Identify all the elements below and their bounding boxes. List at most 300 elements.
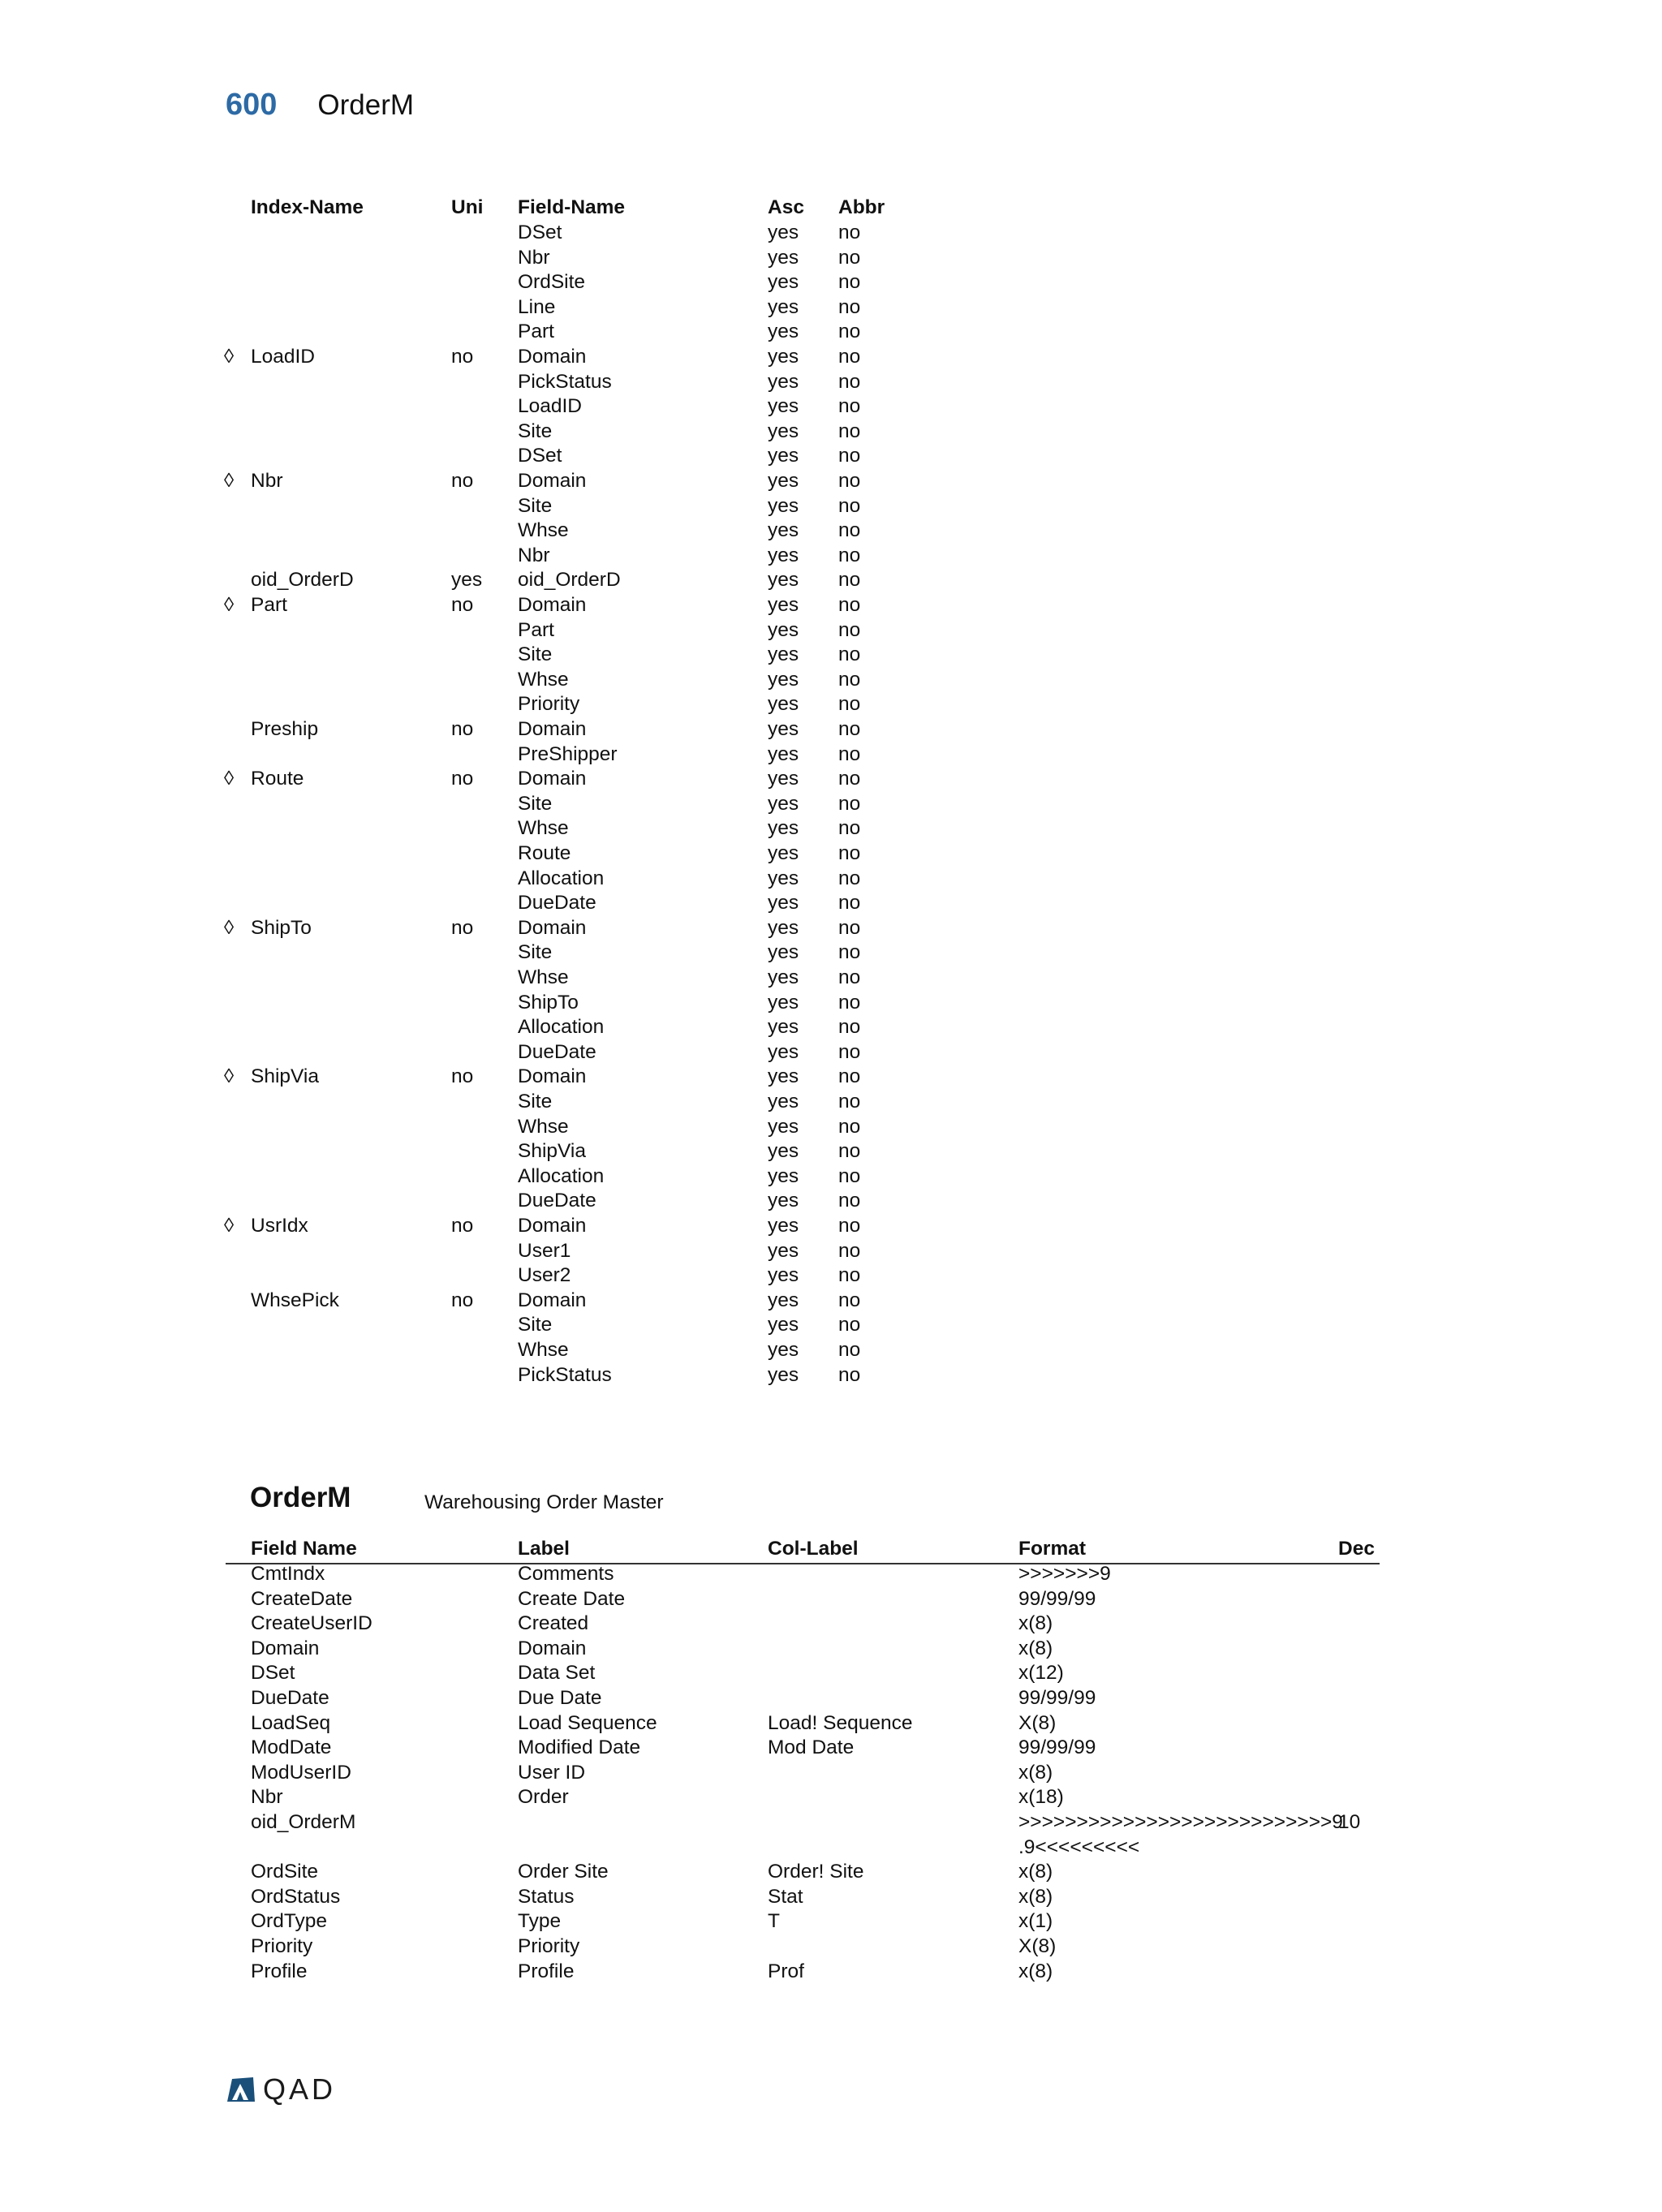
header-format: Format bbox=[1018, 1538, 1087, 1560]
field-name-cell: Site bbox=[518, 1091, 553, 1112]
field-name-cell: Whse bbox=[518, 966, 569, 988]
page-header bbox=[226, 88, 414, 136]
label-cell: Created bbox=[518, 1612, 589, 1635]
header-label: Label bbox=[518, 1538, 570, 1560]
section-title: OrderM bbox=[250, 1482, 351, 1513]
asc-cell: yes bbox=[768, 1239, 799, 1262]
abbr-cell: no bbox=[838, 916, 861, 939]
format-cell: x(8) bbox=[1018, 1637, 1053, 1659]
asc-cell: yes bbox=[768, 246, 799, 269]
table-row bbox=[0, 1337, 974, 1362]
asc-cell: yes bbox=[768, 346, 799, 368]
abbr-cell: no bbox=[838, 1339, 861, 1361]
field-name-cell: ShipVia bbox=[518, 1140, 587, 1163]
format-cell: x(18) bbox=[1018, 1786, 1064, 1809]
field-name-cell: Whse bbox=[518, 1115, 569, 1138]
field-name-cell: DueDate bbox=[518, 892, 596, 914]
asc-cell: yes bbox=[768, 1264, 799, 1287]
table-row bbox=[0, 1611, 1380, 1636]
table-row bbox=[0, 1238, 974, 1263]
table-row bbox=[0, 1312, 974, 1337]
asc-cell: yes bbox=[768, 1289, 799, 1311]
asc-cell: yes bbox=[768, 470, 799, 492]
table-row bbox=[0, 1213, 974, 1238]
uni-cell: no bbox=[451, 594, 474, 616]
index-marker-icon: ◊ bbox=[224, 916, 235, 939]
field-name-cell: Priority bbox=[518, 693, 580, 716]
index-table-header bbox=[0, 195, 974, 220]
abbr-cell: no bbox=[838, 1164, 861, 1187]
label-cell: Comments bbox=[518, 1563, 614, 1585]
field-name-cell: Part bbox=[518, 321, 554, 343]
asc-cell: yes bbox=[768, 321, 799, 343]
table-row bbox=[0, 667, 974, 692]
col-label-cell: Order! Site bbox=[768, 1861, 864, 1883]
asc-cell: yes bbox=[768, 842, 799, 864]
table-row bbox=[0, 344, 974, 369]
asc-cell: yes bbox=[768, 420, 799, 442]
asc-cell: yes bbox=[768, 1140, 799, 1163]
label-cell: Order bbox=[518, 1786, 569, 1809]
asc-cell: yes bbox=[768, 742, 799, 765]
table-row bbox=[0, 766, 974, 791]
label-cell: Priority bbox=[518, 1935, 580, 1957]
format-cell: >>>>>>>>>>>>>>>>>>>>>>>>>>>9 bbox=[1018, 1811, 1343, 1833]
abbr-cell: no bbox=[838, 768, 861, 790]
label-cell: Modified Date bbox=[518, 1736, 641, 1759]
abbr-cell: no bbox=[838, 693, 861, 716]
asc-cell: yes bbox=[768, 643, 799, 666]
abbr-cell: no bbox=[838, 1264, 861, 1287]
index-name-cell: ShipVia bbox=[251, 1065, 320, 1088]
abbr-cell: no bbox=[838, 1091, 861, 1112]
field-name-cell: Allocation bbox=[518, 867, 605, 889]
asc-cell: yes bbox=[768, 222, 799, 243]
table-row bbox=[0, 543, 974, 568]
field-name-cell: Allocation bbox=[518, 1016, 605, 1039]
table-row bbox=[0, 1760, 1380, 1785]
uni-cell: no bbox=[451, 916, 474, 939]
asc-cell: yes bbox=[768, 693, 799, 716]
table-row bbox=[0, 717, 974, 742]
field-name-cell: Domain bbox=[518, 916, 587, 939]
abbr-cell: no bbox=[838, 1065, 861, 1088]
table-row-continuation bbox=[0, 1835, 1380, 1860]
field-name-cell: DSet bbox=[251, 1662, 295, 1685]
table-row bbox=[0, 1735, 1380, 1760]
asc-cell: yes bbox=[768, 445, 799, 467]
abbr-cell: no bbox=[838, 1215, 861, 1237]
field-name-cell: Site bbox=[518, 1314, 553, 1336]
index-marker-icon: ◊ bbox=[224, 470, 235, 492]
table-row bbox=[0, 791, 974, 816]
table-row bbox=[0, 319, 974, 344]
table-row bbox=[0, 1660, 1380, 1685]
table-row bbox=[0, 1859, 1380, 1884]
asc-cell: yes bbox=[768, 1363, 799, 1386]
abbr-cell: no bbox=[838, 420, 861, 442]
abbr-cell: no bbox=[838, 1239, 861, 1262]
field-name-cell: Nbr bbox=[251, 1786, 283, 1809]
format-cell: X(8) bbox=[1018, 1935, 1057, 1957]
field-name-cell: Line bbox=[518, 295, 556, 318]
asc-cell: yes bbox=[768, 544, 799, 566]
asc-cell: yes bbox=[768, 519, 799, 542]
field-name-cell: DSet bbox=[518, 445, 562, 467]
table-row bbox=[0, 220, 974, 245]
index-name-cell: UsrIdx bbox=[251, 1215, 308, 1237]
table-row bbox=[0, 1138, 974, 1164]
index-marker-icon: ◊ bbox=[224, 346, 235, 368]
field-name-cell: OrdSite bbox=[251, 1861, 319, 1883]
format-cell: 99/99/99 bbox=[1018, 1587, 1096, 1610]
uni-cell: no bbox=[451, 1289, 474, 1311]
format-cell: x(12) bbox=[1018, 1662, 1064, 1685]
uni-cell: no bbox=[451, 1215, 474, 1237]
abbr-cell: no bbox=[838, 494, 861, 517]
abbr-cell: no bbox=[838, 395, 861, 418]
abbr-cell: no bbox=[838, 991, 861, 1013]
field-name-cell: Nbr bbox=[518, 246, 550, 269]
table-row bbox=[0, 1959, 1380, 1984]
abbr-cell: no bbox=[838, 966, 861, 988]
format-cell-continuation: .9<<<<<<<<< bbox=[1018, 1835, 1140, 1858]
abbr-cell: no bbox=[838, 867, 861, 889]
asc-cell: yes bbox=[768, 1016, 799, 1039]
field-name-cell: PickStatus bbox=[518, 370, 612, 393]
index-marker-icon: ◊ bbox=[224, 1215, 235, 1237]
label-cell: Data Set bbox=[518, 1662, 596, 1685]
asc-cell: yes bbox=[768, 966, 799, 988]
table-row bbox=[0, 1114, 974, 1139]
table-row bbox=[0, 1884, 1380, 1909]
field-name-cell: Domain bbox=[518, 1215, 587, 1237]
index-name-cell: Nbr bbox=[251, 470, 283, 492]
field-name-cell: oid_OrderM bbox=[251, 1811, 356, 1833]
table-row bbox=[0, 1014, 974, 1039]
abbr-cell: no bbox=[838, 519, 861, 542]
table-row bbox=[0, 1089, 974, 1114]
asc-cell: yes bbox=[768, 867, 799, 889]
table-row bbox=[0, 1288, 974, 1313]
format-cell: x(1) bbox=[1018, 1910, 1053, 1933]
abbr-cell: no bbox=[838, 643, 861, 666]
table-row bbox=[0, 1810, 1380, 1835]
field-name-cell: Domain bbox=[251, 1637, 320, 1659]
format-cell: 99/99/99 bbox=[1018, 1687, 1096, 1709]
table-row bbox=[0, 468, 974, 493]
abbr-cell: no bbox=[838, 544, 861, 566]
abbr-cell: no bbox=[838, 792, 861, 815]
label-cell: Load Sequence bbox=[518, 1711, 657, 1734]
field-name-cell: PreShipper bbox=[518, 742, 618, 765]
table-row bbox=[0, 691, 974, 717]
field-name-cell: ModUserID bbox=[251, 1761, 351, 1784]
table-row bbox=[0, 269, 974, 295]
asc-cell: yes bbox=[768, 718, 799, 740]
table-row bbox=[0, 1685, 1380, 1711]
label-cell: Domain bbox=[518, 1637, 587, 1659]
asc-cell: yes bbox=[768, 1314, 799, 1336]
index-name-cell: ShipTo bbox=[251, 916, 312, 939]
asc-cell: yes bbox=[768, 991, 799, 1013]
abbr-cell: no bbox=[838, 1140, 861, 1163]
abbr-cell: no bbox=[838, 1289, 861, 1311]
field-name-cell: DSet bbox=[518, 222, 562, 243]
asc-cell: yes bbox=[768, 1190, 799, 1212]
table-row bbox=[0, 295, 974, 320]
format-cell: x(8) bbox=[1018, 1861, 1053, 1883]
table-row bbox=[0, 618, 974, 643]
asc-cell: yes bbox=[768, 1164, 799, 1187]
index-name-cell: oid_OrderD bbox=[251, 569, 354, 592]
label-cell: Profile bbox=[518, 1960, 575, 1982]
uni-cell: no bbox=[451, 718, 474, 740]
qad-logo-icon bbox=[226, 2076, 256, 2103]
table-row bbox=[0, 866, 974, 891]
uni-cell: no bbox=[451, 1065, 474, 1088]
table-row bbox=[0, 1064, 974, 1089]
abbr-cell: no bbox=[838, 594, 861, 616]
header-field-name: Field-Name bbox=[518, 196, 626, 218]
asc-cell: yes bbox=[768, 1040, 799, 1063]
table-row bbox=[0, 816, 974, 841]
index-name-cell: Part bbox=[251, 594, 287, 616]
table-row bbox=[0, 965, 974, 990]
col-label-cell: Stat bbox=[768, 1885, 803, 1908]
col-label-cell: Load! Sequence bbox=[768, 1711, 913, 1734]
abbr-cell: no bbox=[838, 892, 861, 914]
asc-cell: yes bbox=[768, 1091, 799, 1112]
field-name-cell: DueDate bbox=[518, 1040, 596, 1063]
index-marker-icon: ◊ bbox=[224, 768, 235, 790]
table-row bbox=[0, 1909, 1380, 1934]
uni-cell: no bbox=[451, 346, 474, 368]
asc-cell: yes bbox=[768, 941, 799, 964]
field-name-cell: Domain bbox=[518, 594, 587, 616]
index-name-cell: Route bbox=[251, 768, 304, 790]
field-name-cell: OrdStatus bbox=[251, 1885, 341, 1908]
table-row bbox=[0, 1934, 1380, 1959]
asc-cell: yes bbox=[768, 792, 799, 815]
section-description: Warehousing Order Master bbox=[424, 1491, 664, 1513]
col-label-cell: Prof bbox=[768, 1960, 804, 1982]
index-name-cell: LoadID bbox=[251, 346, 316, 368]
field-name-cell: DueDate bbox=[251, 1687, 329, 1709]
field-name-cell: Domain bbox=[518, 718, 587, 740]
abbr-cell: no bbox=[838, 668, 861, 691]
table-row bbox=[0, 1362, 974, 1388]
index-marker-icon: ◊ bbox=[224, 1065, 235, 1088]
field-name-cell: LoadSeq bbox=[251, 1711, 331, 1734]
table-row bbox=[0, 1188, 974, 1213]
table-row bbox=[0, 419, 974, 444]
abbr-cell: no bbox=[838, 246, 861, 269]
format-cell: x(8) bbox=[1018, 1885, 1053, 1908]
table-row bbox=[0, 592, 974, 618]
format-cell: x(8) bbox=[1018, 1761, 1053, 1784]
label-cell: Type bbox=[518, 1910, 562, 1933]
asc-cell: yes bbox=[768, 916, 799, 939]
col-label-cell: T bbox=[768, 1910, 780, 1933]
table-row bbox=[0, 567, 974, 592]
asc-cell: yes bbox=[768, 370, 799, 393]
header-index-name: Index-Name bbox=[251, 196, 364, 218]
table-row bbox=[0, 394, 974, 419]
field-table-header bbox=[0, 1536, 1380, 1561]
abbr-cell: no bbox=[838, 1314, 861, 1336]
abbr-cell: no bbox=[838, 1115, 861, 1138]
format-cell: >>>>>>>9 bbox=[1018, 1563, 1111, 1585]
field-name-cell: Site bbox=[518, 420, 553, 442]
field-name-cell: CmtIndx bbox=[251, 1563, 325, 1585]
field-name-cell: Whse bbox=[518, 668, 569, 691]
asc-cell: yes bbox=[768, 1115, 799, 1138]
asc-cell: yes bbox=[768, 271, 799, 294]
col-label-cell: Mod Date bbox=[768, 1736, 855, 1759]
field-name-cell: OrdType bbox=[251, 1910, 327, 1933]
abbr-cell: no bbox=[838, 941, 861, 964]
uni-cell: no bbox=[451, 768, 474, 790]
table-row bbox=[0, 1039, 974, 1065]
asc-cell: yes bbox=[768, 768, 799, 790]
field-name-cell: Site bbox=[518, 792, 553, 815]
field-name-cell: CreateDate bbox=[251, 1587, 353, 1610]
field-name-cell: PickStatus bbox=[518, 1363, 612, 1386]
qad-logo-text: QAD bbox=[263, 2072, 337, 2106]
asc-cell: yes bbox=[768, 295, 799, 318]
field-name-cell: ModDate bbox=[251, 1736, 332, 1759]
format-cell: x(8) bbox=[1018, 1960, 1053, 1982]
page-number: 600 bbox=[226, 88, 278, 122]
field-name-cell: Whse bbox=[518, 817, 569, 840]
format-cell: X(8) bbox=[1018, 1711, 1057, 1734]
field-name-cell: Domain bbox=[518, 1289, 587, 1311]
asc-cell: yes bbox=[768, 618, 799, 641]
abbr-cell: no bbox=[838, 445, 861, 467]
index-name-cell: WhsePick bbox=[251, 1289, 339, 1311]
table-row bbox=[0, 915, 974, 940]
uni-cell: no bbox=[451, 470, 474, 492]
label-cell: User ID bbox=[518, 1761, 586, 1784]
abbr-cell: no bbox=[838, 817, 861, 840]
field-name-cell: Site bbox=[518, 941, 553, 964]
abbr-cell: no bbox=[838, 295, 861, 318]
asc-cell: yes bbox=[768, 817, 799, 840]
table-row bbox=[0, 245, 974, 270]
table-row bbox=[0, 990, 974, 1015]
abbr-cell: no bbox=[838, 742, 861, 765]
format-cell: x(8) bbox=[1018, 1612, 1053, 1635]
header-col-label: Col-Label bbox=[768, 1538, 859, 1560]
asc-cell: yes bbox=[768, 395, 799, 418]
table-row bbox=[0, 1164, 974, 1189]
abbr-cell: no bbox=[838, 1040, 861, 1063]
page-table-name: OrderM bbox=[317, 89, 415, 121]
abbr-cell: no bbox=[838, 370, 861, 393]
header-uni: Uni bbox=[451, 196, 484, 218]
abbr-cell: no bbox=[838, 569, 861, 592]
asc-cell: yes bbox=[768, 494, 799, 517]
abbr-cell: no bbox=[838, 271, 861, 294]
dec-cell: 10 bbox=[1338, 1811, 1361, 1833]
table-row bbox=[0, 493, 974, 519]
field-name-cell: Profile bbox=[251, 1960, 308, 1982]
abbr-cell: no bbox=[838, 1363, 861, 1386]
abbr-cell: no bbox=[838, 1190, 861, 1212]
field-name-cell: Route bbox=[518, 842, 571, 864]
table-row bbox=[0, 1636, 1380, 1661]
table-row bbox=[0, 1586, 1380, 1612]
abbr-cell: no bbox=[838, 346, 861, 368]
table-row bbox=[0, 1263, 974, 1288]
field-name-cell: OrdSite bbox=[518, 271, 586, 294]
field-name-cell: Domain bbox=[518, 346, 587, 368]
abbr-cell: no bbox=[838, 618, 861, 641]
field-name-cell: Site bbox=[518, 494, 553, 517]
label-cell: Status bbox=[518, 1885, 575, 1908]
table-row bbox=[0, 369, 974, 394]
asc-cell: yes bbox=[768, 594, 799, 616]
uni-cell: yes bbox=[451, 569, 483, 592]
qad-logo bbox=[226, 2072, 336, 2107]
abbr-cell: no bbox=[838, 222, 861, 243]
format-cell: 99/99/99 bbox=[1018, 1736, 1096, 1759]
abbr-cell: no bbox=[838, 1016, 861, 1039]
table-row bbox=[0, 1561, 1380, 1586]
header-dec: Dec bbox=[1338, 1538, 1375, 1560]
asc-cell: yes bbox=[768, 569, 799, 592]
field-name-cell: Whse bbox=[518, 519, 569, 542]
table-row bbox=[0, 443, 974, 468]
abbr-cell: no bbox=[838, 321, 861, 343]
index-marker-icon: ◊ bbox=[224, 594, 235, 616]
table-row bbox=[0, 890, 974, 915]
abbr-cell: no bbox=[838, 718, 861, 740]
field-name-cell: Part bbox=[518, 618, 554, 641]
asc-cell: yes bbox=[768, 668, 799, 691]
asc-cell: yes bbox=[768, 892, 799, 914]
table-row bbox=[0, 1784, 1380, 1810]
field-name-cell: ShipTo bbox=[518, 991, 579, 1013]
asc-cell: yes bbox=[768, 1339, 799, 1361]
field-name-cell: User2 bbox=[518, 1264, 571, 1287]
field-name-cell: User1 bbox=[518, 1239, 571, 1262]
field-name-cell: Nbr bbox=[518, 544, 550, 566]
label-cell: Create Date bbox=[518, 1587, 626, 1610]
field-name-cell: Site bbox=[518, 643, 553, 666]
asc-cell: yes bbox=[768, 1215, 799, 1237]
header-field-name: Field Name bbox=[251, 1538, 357, 1560]
table-row bbox=[0, 841, 974, 866]
table-row bbox=[0, 742, 974, 767]
abbr-cell: no bbox=[838, 842, 861, 864]
field-name-cell: Whse bbox=[518, 1339, 569, 1361]
table-row bbox=[0, 1711, 1380, 1736]
field-name-cell: LoadID bbox=[518, 395, 583, 418]
field-name-cell: Domain bbox=[518, 768, 587, 790]
header-abbr: Abbr bbox=[838, 196, 885, 218]
header-asc: Asc bbox=[768, 196, 804, 218]
asc-cell: yes bbox=[768, 1065, 799, 1088]
table-row bbox=[0, 642, 974, 667]
label-cell: Order Site bbox=[518, 1861, 609, 1883]
field-name-cell: oid_OrderD bbox=[518, 569, 621, 592]
field-name-cell: Domain bbox=[518, 1065, 587, 1088]
field-name-cell: Allocation bbox=[518, 1164, 605, 1187]
index-name-cell: Preship bbox=[251, 718, 319, 740]
abbr-cell: no bbox=[838, 470, 861, 492]
